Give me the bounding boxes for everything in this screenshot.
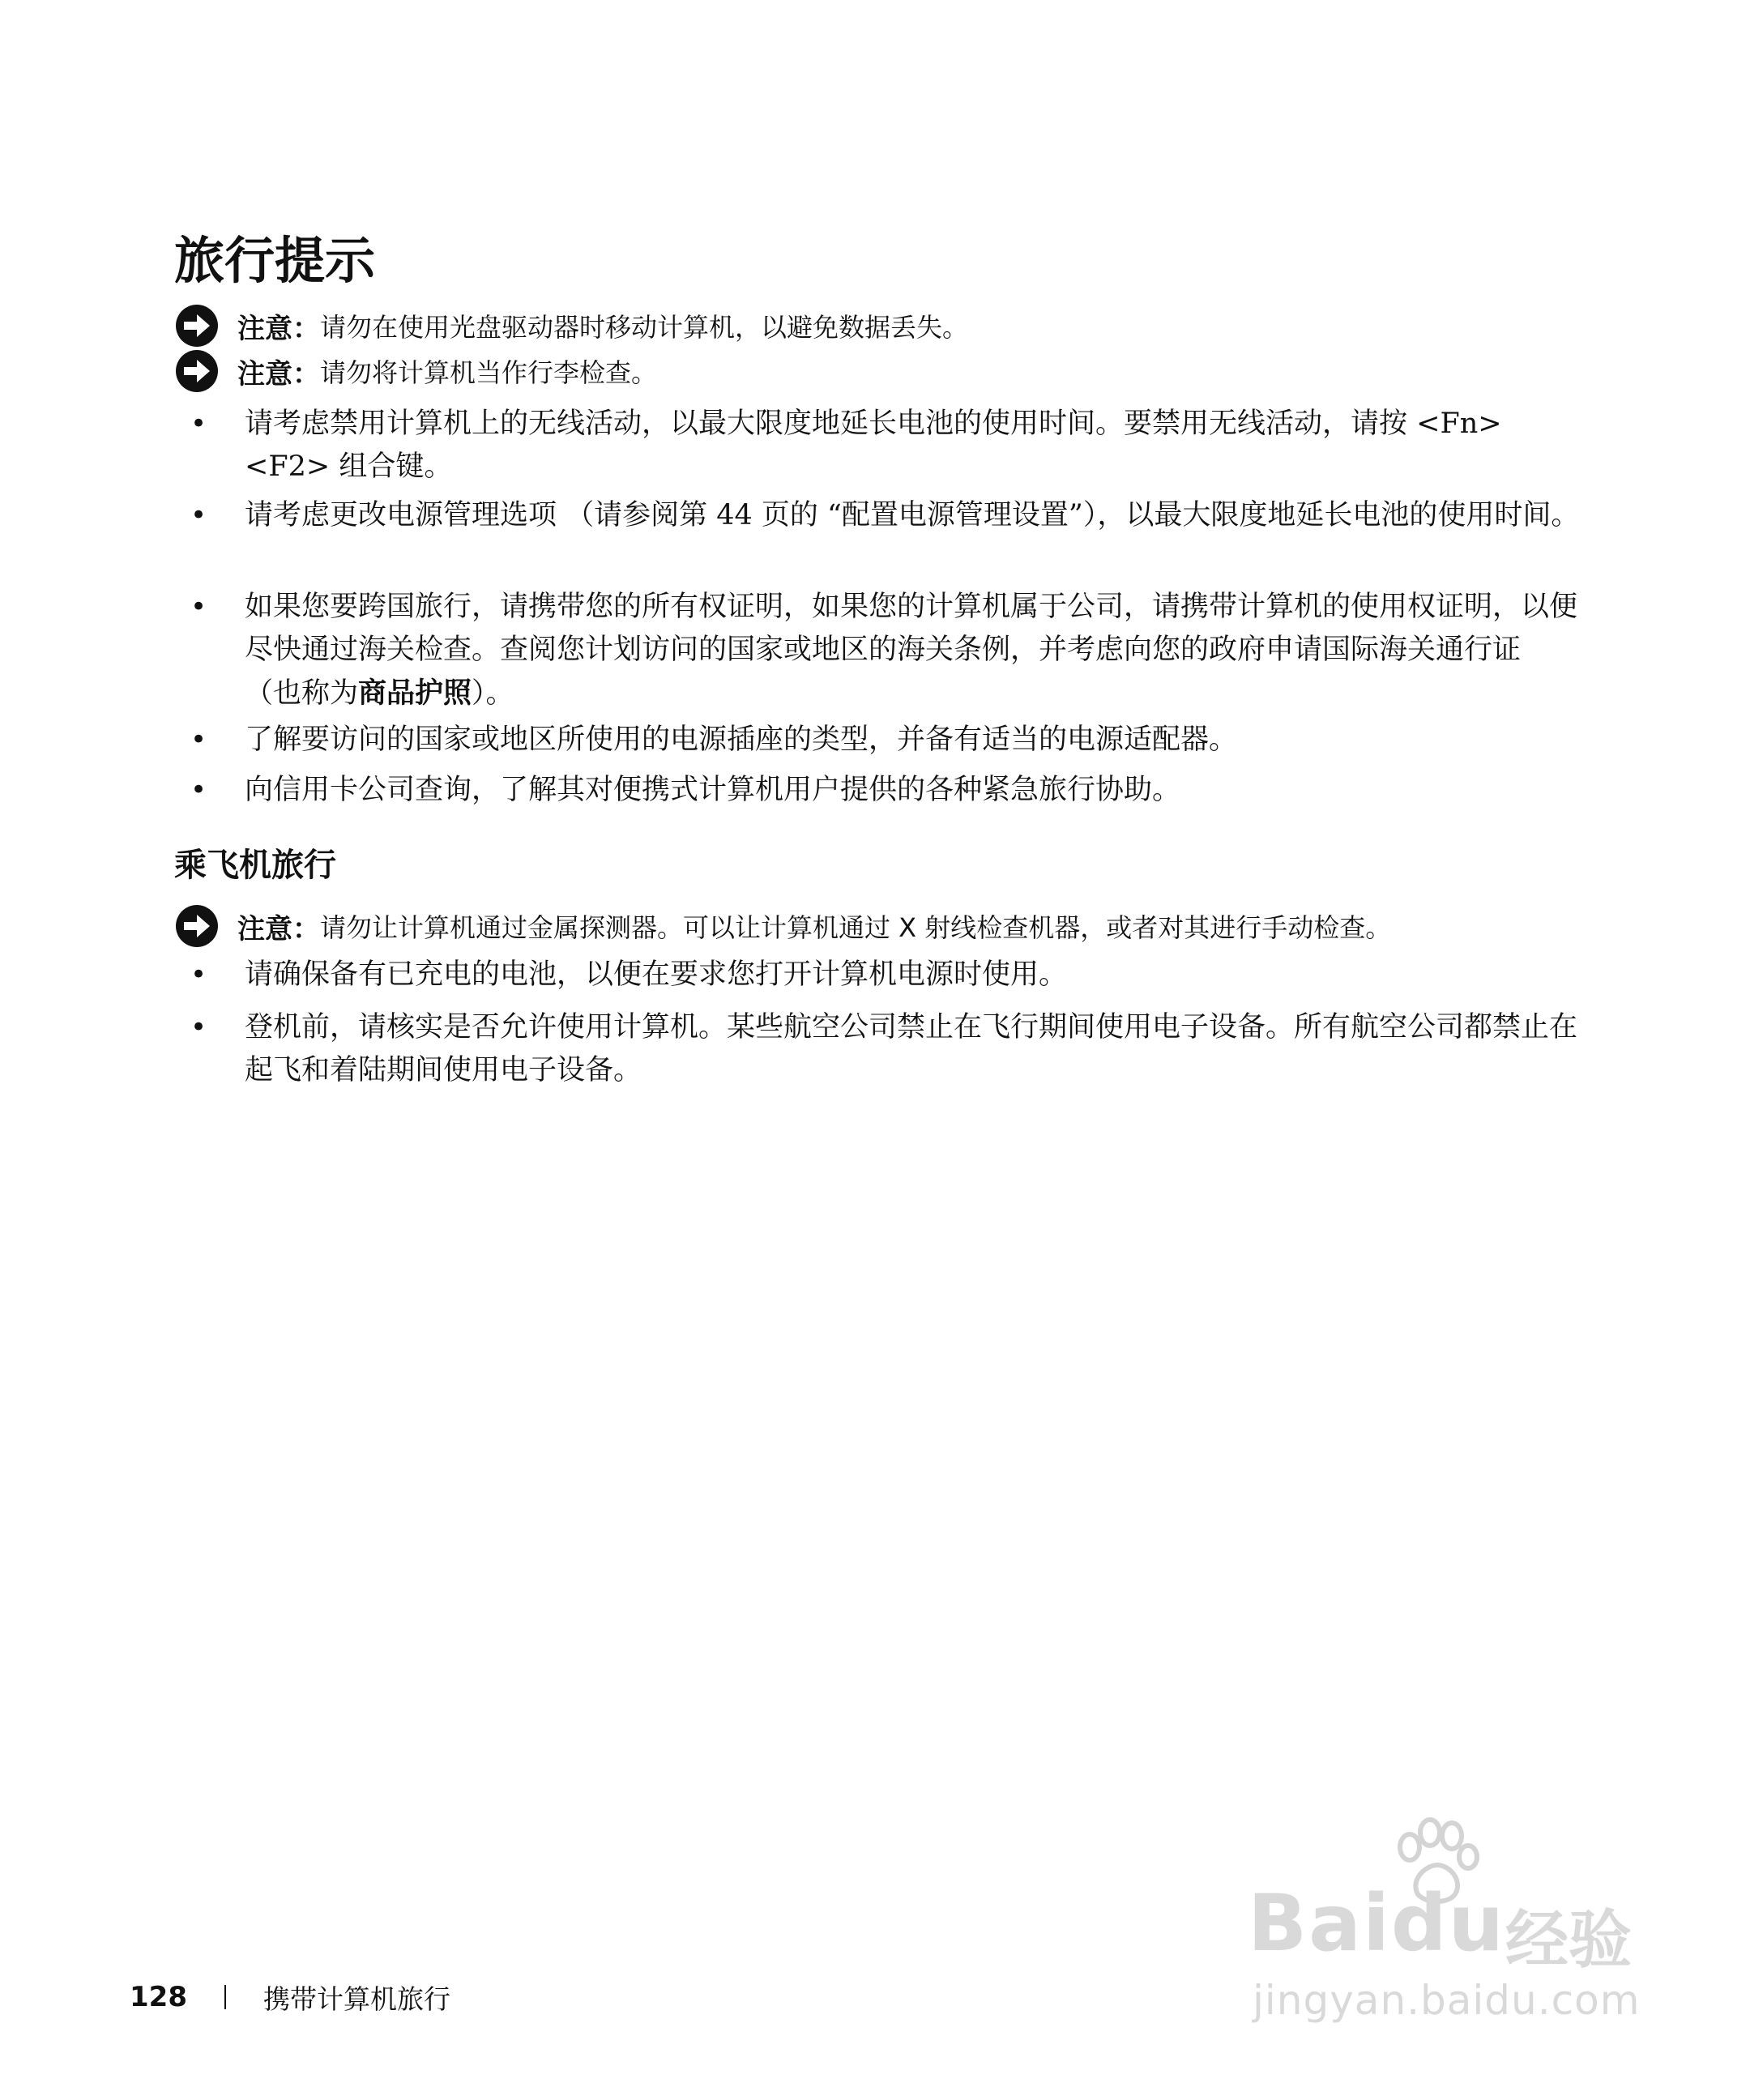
notice-arrow-icon — [174, 903, 220, 949]
list-item-text: 请考虑更改电源管理选项 （请参阅第 44 页的 “配置电源管理设置”），以最大限度地延长电池的使用时间。 — [245, 499, 1580, 531]
notice-text: 请勿将计算机当作行李检查。 — [320, 357, 658, 388]
list-item-text: 向信用卡公司查询，了解其对便携式计算机用户提供的各种紧急旅行协助。 — [245, 774, 1181, 806]
list-item-text: 请确保备有已充电的电池，以便在要求您打开计算机电源时使用。 — [245, 958, 1068, 991]
notice-arrow-icon — [174, 348, 220, 394]
list-item-text — [245, 586, 1581, 715]
chapter-title: 携带计算机旅行 — [262, 1983, 450, 2015]
list-item — [174, 586, 1584, 715]
notice-label: 注意： — [237, 912, 320, 945]
bullet-symbol: • — [190, 774, 207, 806]
notice-disc-drive — [174, 301, 968, 350]
notice-luggage — [174, 347, 657, 395]
list-item-text: 了解要访问的国家或地区所使用的电源插座的类型，并备有适当的电源适配器。 — [245, 723, 1238, 756]
watermark-product: 经验 — [1505, 1904, 1633, 1977]
notice-metal-detector — [174, 902, 1391, 950]
watermark-url: jingyan.baidu.com — [1253, 1977, 1641, 2024]
bullet-symbol: • — [190, 723, 207, 756]
notice-text: 请勿让计算机通过金属探测器。可以让计算机通过 X 射线检查机器，或者对其进行手动检查。 — [320, 912, 1392, 943]
list-item-text-after: ）。 — [472, 677, 514, 710]
notice-text: 请勿在使用光盘驱动器时移动计算机，以避免数据丢失。 — [320, 312, 969, 343]
subsection-title: 乘飞机旅行 — [174, 847, 336, 884]
list-item — [174, 494, 1584, 537]
bullet-symbol: • — [190, 591, 207, 623]
bullet-symbol: • — [190, 1011, 207, 1044]
page-number: 128 — [130, 1981, 187, 2013]
section-title: 旅行提示 — [174, 231, 376, 290]
list-item-text: 登机前，请核实是否允许使用计算机。某些航空公司禁止在飞行期间使用电子设备。所有航空公司都禁止在起飞和着陆期间使用电子设备。 — [245, 1011, 1578, 1086]
notice-label: 注意： — [237, 357, 320, 391]
page-footer — [130, 1977, 450, 2017]
list-item — [174, 403, 1584, 489]
list-item — [174, 954, 1584, 997]
watermark-brand: Baidu — [1248, 1878, 1505, 1969]
list-item-text: 请考虑禁用计算机上的无线活动，以最大限度地延长电池的使用时间。要禁用无线活动，请按 <Fn><F2> 组合键。 — [245, 408, 1502, 483]
list-item — [174, 769, 1584, 812]
bold-term: 商品护照 — [358, 677, 472, 710]
bullet-symbol: • — [190, 958, 207, 991]
baidu-watermark — [1248, 1815, 1669, 2025]
notice-label: 注意： — [237, 312, 320, 345]
list-item-text-before: 如果您要跨国旅行，请携带您的所有权证明，如果您的计算机属于公司，请携带计算机的使用权证明，以便尽快通过海关检查。查阅您计划访问的国家或地区的海关条例，并考虑向您的政府申请国际海关通行证 （也称为 — [245, 591, 1578, 710]
footer-divider — [224, 1985, 226, 2009]
list-item — [174, 719, 1584, 762]
notice-arrow-icon — [174, 303, 220, 348]
bullet-symbol: • — [190, 408, 207, 440]
bullet-symbol: • — [190, 499, 207, 531]
list-item — [174, 1006, 1584, 1092]
